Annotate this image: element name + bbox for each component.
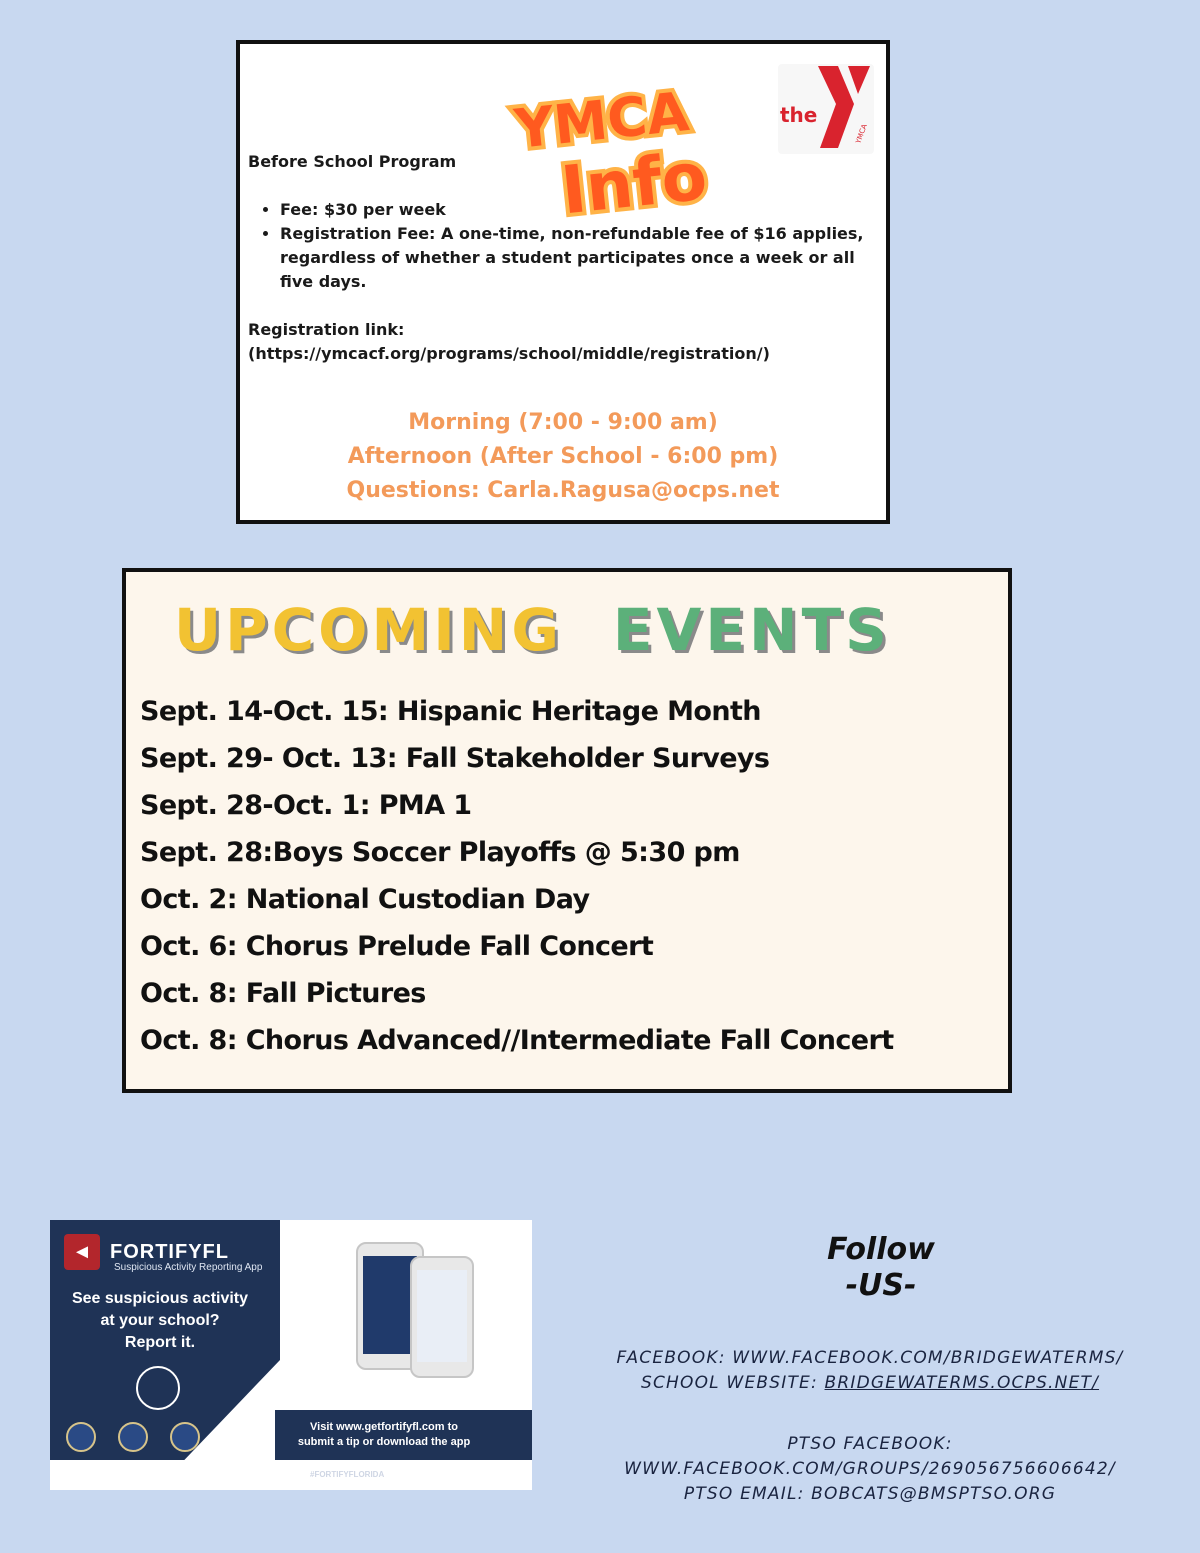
agency-seals <box>66 1422 200 1452</box>
ymca-schedule <box>240 406 886 508</box>
ptso-facebook-label: PTSO FACEBOOK: <box>787 1434 953 1454</box>
fortifyfl-ad[interactable] <box>50 1220 532 1490</box>
registration-label: Registration link: <box>248 320 405 339</box>
program-heading: Before School Program <box>248 152 457 171</box>
heading-word-events: EVENTS <box>612 596 891 664</box>
school-website-link[interactable]: BRIDGEWATERMS.OCPS.NET/ <box>824 1373 1100 1393</box>
fortify-tagline <box>60 1288 260 1354</box>
events-list <box>140 688 894 1064</box>
fortify-subtitle: Suspicious Activity Reporting App <box>114 1262 263 1273</box>
florida-seal-icon <box>170 1422 200 1452</box>
upcoming-events-card <box>122 568 1012 1093</box>
event-item: Sept. 29- Oct. 13: Fall Stakeholder Surveys <box>140 743 770 774</box>
ymca-logo-line2: Info <box>557 137 711 230</box>
school-website-row <box>560 1371 1180 1396</box>
fortify-visit-text <box>274 1420 494 1450</box>
morning-hours: Morning (7:00 - 9:00 am) <box>408 410 718 435</box>
follow-us-graphic <box>816 1232 946 1312</box>
visit-line: submit a tip or download the app <box>297 1436 471 1448</box>
state-seal-icon <box>66 1422 96 1452</box>
visit-line: Visit www.getfortifyfl.com to <box>310 1421 458 1433</box>
heading-word-upcoming: UPCOMING <box>174 596 563 664</box>
fortify-brand-name: FORTIFYFL <box>110 1240 229 1263</box>
event-item: Oct. 2: National Custodian Day <box>140 884 590 915</box>
ymca-info-card <box>236 40 890 524</box>
contact-info <box>560 1346 1180 1507</box>
event-item: Oct. 6: Chorus Prelude Fall Concert <box>140 931 654 962</box>
ymca-logo-line1: YMCA <box>511 80 692 161</box>
registration-fee-item: • Registration Fee: A one-time, non-refundable fee of $16 applies, regardless of whether a student participates once a week or all five days. <box>280 222 878 294</box>
event-item: Oct. 8: Chorus Advanced//Intermediate Fall Concert <box>140 1025 894 1056</box>
afternoon-hours: Afternoon (After School - 6:00 pm) <box>347 444 779 469</box>
megaphone-icon: ◄ <box>64 1234 100 1270</box>
tagline-line: at your school? <box>100 1312 220 1329</box>
fortify-hashtag: #FORTIFYFLORIDA <box>310 1470 385 1479</box>
ymca-brand-logo <box>778 64 874 154</box>
ptso-email[interactable]: PTSO EMAIL: BOBCATS@BMSPTSO.ORG <box>683 1484 1057 1504</box>
facebook-link[interactable]: FACEBOOK: WWW.FACEBOOK.COM/BRIDGEWATERMS/ <box>616 1348 1124 1368</box>
fee-list <box>248 198 878 294</box>
school-safety-seal-icon <box>136 1366 180 1410</box>
event-item: Sept. 28-Oct. 1: PMA 1 <box>140 790 472 821</box>
questions-contact[interactable]: Questions: Carla.Ragusa@ocps.net <box>346 478 780 503</box>
events-heading <box>174 596 891 676</box>
phone-mockup-icon <box>410 1256 474 1378</box>
agency-seal-icon <box>118 1422 148 1452</box>
tagline-line: See suspicious activity <box>71 1290 249 1307</box>
event-item: Sept. 28:Boys Soccer Playoffs @ 5:30 pm <box>140 837 740 868</box>
fee-item: • Fee: $30 per week <box>280 198 878 222</box>
registration-link[interactable]: (https://ymcacf.org/programs/school/middle/registration/) <box>248 344 770 363</box>
ptso-facebook-link[interactable]: WWW.FACEBOOK.COM/GROUPS/269056756606642/ <box>624 1459 1116 1479</box>
ymca-brand-the: the <box>780 103 818 127</box>
follow-us-line: -US- <box>845 1268 917 1303</box>
follow-line: Follow <box>827 1232 935 1267</box>
school-website-label: SCHOOL WEBSITE: <box>640 1373 825 1393</box>
event-item: Oct. 8: Fall Pictures <box>140 978 426 1009</box>
ymca-brand-small: YMCA <box>854 123 869 145</box>
tagline-line: Report it. <box>124 1334 196 1351</box>
ymca-program-details <box>248 150 878 366</box>
event-item: Sept. 14-Oct. 15: Hispanic Heritage Month <box>140 696 761 727</box>
